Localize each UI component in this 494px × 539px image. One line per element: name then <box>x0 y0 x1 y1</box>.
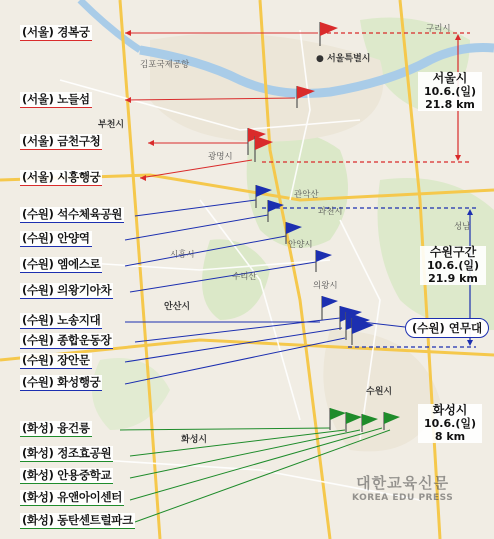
place-hwaseong: 화성시 <box>181 435 208 445</box>
seoul-section-date: 10.6.(일) <box>424 85 476 98</box>
place-gwangmyeong: 광명시 <box>208 152 233 162</box>
hwaseong-section-title: 화성시 <box>432 403 468 417</box>
hwaseong-label-yunggeonneung: (화성) 융건릉 <box>22 421 90 435</box>
press-watermark <box>352 472 453 503</box>
place-seongnam: 성남 <box>454 222 471 232</box>
place-guri: 구리시 <box>426 24 451 34</box>
seoul-section-title: 서울시 <box>432 71 468 85</box>
suwon-section-distance: 21.9 km <box>428 272 478 285</box>
suwon-label-hwaseong-haenggung: (수원) 화성행궁 <box>22 375 101 389</box>
seoul-label-gyeongbokgung: (서울) 경복궁 <box>22 25 90 39</box>
place-seoul: ● 서울특별시 <box>316 54 371 64</box>
place-suwon: 수원시 <box>366 387 393 397</box>
hwaseong-section-info <box>418 404 482 443</box>
watermark-subtitle: KOREA EDU PRESS <box>352 493 454 503</box>
suwon-label-anyang-station: (수원) 안양역 <box>22 231 90 245</box>
hwaseong-section-date: 10.6.(일) <box>424 417 476 430</box>
hwaseong-section-distance: 8 km <box>434 430 466 443</box>
seoul-label-nodeulseom: (서울) 노들섬 <box>22 92 90 106</box>
seoul-section-info <box>418 72 482 111</box>
suwon-label-ms-ro: (수원) 엠에스로 <box>22 257 101 271</box>
suwon-label-stadium: (수원) 종합운동장 <box>22 333 112 347</box>
suwon-section-date: 10.6.(일) <box>427 259 479 272</box>
suwon-section-info <box>420 246 486 285</box>
place-bucheon: 부천시 <box>98 120 125 130</box>
place-suri: 수리산 <box>232 272 257 282</box>
seoul-section-distance: 21.8 km <box>425 98 475 111</box>
suwon-section-title: 수원구간 <box>429 245 477 259</box>
place-uiwang: 의왕시 <box>313 281 338 291</box>
place-gwanaksan: 관악산 <box>294 190 319 200</box>
place-anyang: 안양시 <box>288 240 313 250</box>
watermark-title: 대한교육신문 <box>356 474 450 492</box>
place-siheung: 시흥시 <box>170 250 195 260</box>
suwon-label-seoksu: (수원) 석수체육공원 <box>22 207 123 221</box>
place-ansan: 안산시 <box>164 302 191 312</box>
yeonmudae-box: (수원) 연무대 <box>405 318 489 338</box>
hwaseong-label-youandi: (화성) 유앤아이센터 <box>22 490 123 504</box>
hwaseong-label-jeongjo-park: (화성) 정조효공원 <box>22 446 112 460</box>
hwaseong-label-dongtan: (화성) 동탄센트럴파크 <box>22 513 133 527</box>
suwon-label-janganmun: (수원) 장안문 <box>22 353 90 367</box>
hwaseong-label-anyong-school: (화성) 안용중학교 <box>22 468 112 482</box>
place-gwacheon: 과천시 <box>318 207 343 217</box>
place-gimpo-airport: 김포국제공항 <box>140 60 190 70</box>
suwon-label-nosong: (수원) 노송지대 <box>22 313 101 327</box>
seoul-label-geumcheon: (서울) 금천구청 <box>22 134 101 148</box>
seoul-label-siheung-haenggung: (서울) 시흥행궁 <box>22 170 101 184</box>
suwon-label-uiwang-kia: (수원) 의왕기아차 <box>22 283 112 297</box>
